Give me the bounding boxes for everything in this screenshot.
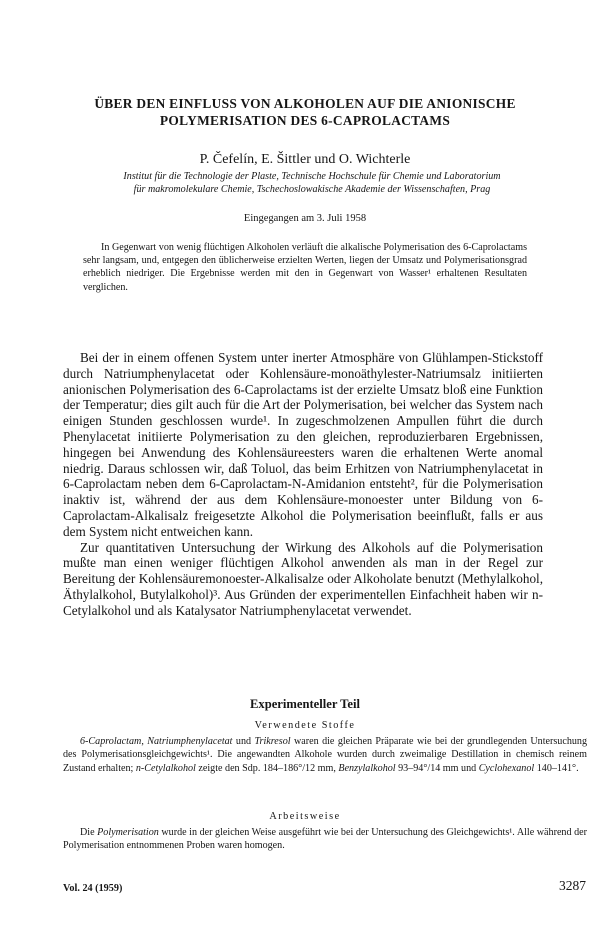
term-cyclohexanol: Cyclohexanol [478, 762, 535, 774]
section-title: Experimenteller Teil [250, 697, 360, 711]
title-line-2: POLYMERISATION DES 6-CAPROLACTAMS [159, 113, 451, 128]
term-caprolactam: 6-Caprolactam [80, 736, 142, 747]
procedure-paragraph [63, 826, 587, 853]
text-run: waren die gleichen Präparate wie bei der grundlegenden Untersuchung des Polymerisationsgleichgewichts¹. Die angewandten Alkohole wurden durch zweimalige Destillation in chemisch reinem Zustand erhalten; [63, 736, 588, 774]
term-polymerisation: Polymerisation [97, 827, 159, 838]
page-number: 3287 [559, 878, 586, 893]
subheading-procedure: Arbeitsweise [269, 811, 341, 822]
affiliation [62, 170, 562, 196]
body-paragraph-1: Bei der in einem offenen System unter inerter Atmosphäre von Glühlampen-Stickstoff durch Natriumphenylacetat oder Kohlensäure-monoäthylester-Natriumsalz initiierten anionischen Polymerisation des 6-Caprolactams ist der erzielte Umsatz bloß eine Funktion der Temperatur; dies gilt auch für die Art der Polymerisation, bei welcher das System nach einigen Stunden geschlossen wurde¹. In zugeschmolzenen Ampullen führt die durch Phenylacetat initiierte Polymerisation zu den gleichen, reproduzierbaren Ergebnissen, hingegen bei Anwendung des Kohlensäureesters waren die erhaltenen Werte anomal niedrig. Daraus schlossen wir, daß Toluol, das beim Erhitzen von Natriumphenylacetat in 6-Caprolactam neben dem 6-Caprolactam-N-Amidanion entsteht², für die Polymerisation inaktiv ist, während der aus dem Kohlensäure-monoester unter Bildung von 6-Caprolactam-Alkalisalz freigesetzte Alkohol die Polymerisation beeinflußt, falls er aus dem System nicht entweichen kann. [63, 350, 543, 539]
subheading-materials: Verwendete Stoffe [254, 720, 356, 731]
text-run: 93–94°/14 mm und [395, 762, 479, 774]
text-run: 140–141°. [534, 762, 579, 774]
text-run: und [232, 736, 255, 747]
procedure-text [63, 826, 587, 853]
text-run: wurde in der gleichen Weise ausgeführt wie bei der Untersuchung des Gleichgewichts¹. Alle während der Polymerisation entnommenen Proben waren homogen. [63, 827, 587, 852]
title-line-1: ÜBER DEN EINFLUSS VON ALKOHOLEN AUF DIE ANIONISCHE [94, 96, 516, 111]
article-title [40, 95, 570, 129]
term-benzylalkohol: Benzylalkohol [338, 762, 396, 774]
main-body [63, 350, 543, 619]
affiliation-line-2: für makromolekulare Chemie, Tschechoslowakische Akademie der Wissenschaften, Prag [133, 184, 491, 195]
authors: P. Čefelín, E. Šittler und O. Wichterle [199, 152, 411, 167]
abstract: In Gegenwart von wenig flüchtigen Alkoholen verläuft die alkalische Polymerisation des 6-Caprolactams sehr langsam, und, entgegen den üblicherweise erzielten Werten, liegen der Umsatz und Polymerisationsgrad erheblich niedriger. Die Ergebnisse werden mit den in Gegenwart von Wasser¹ erhaltenen Resultaten verglichen. [83, 242, 527, 293]
term-natriumphenylacetat: Natriumphenylacetat [147, 736, 233, 747]
term-trikresol: Trikresol [254, 736, 291, 747]
term-cetylalkohol: n-Cetylalkohol [135, 762, 196, 774]
affiliation-line-1: Institut für die Technologie der Plaste, Technische Hochschule für Chemie und Laboratorium [123, 171, 501, 182]
text-run: zeigte den Sdp. 184–186°/12 mm, [195, 762, 339, 774]
materials-text [63, 735, 587, 775]
text-run: Die [80, 827, 98, 838]
received-date: Eingegangen am 3. Juli 1958 [243, 213, 367, 224]
body-paragraph-2: Zur quantitativen Untersuchung der Wirkung des Alkohols auf die Polymerisation mußte man einen weniger flüchtigen Alkohol anwenden als man in der Regel zur Bereitung der Kohlensäuremonoester-Alkalisalze oder Alkoholate benutzt (Methylalkohol, Äthylalkohol, Butylalkohol)³. Aus Gründen der experimentellen Einfachheit haben wir n-Cetylalkohol und als Katalysator Natriumphenylacetat verwendet. [63, 539, 543, 618]
volume-info: Vol. 24 (1959) [63, 883, 123, 894]
text-run: , [141, 736, 148, 747]
materials-paragraph [63, 735, 587, 775]
